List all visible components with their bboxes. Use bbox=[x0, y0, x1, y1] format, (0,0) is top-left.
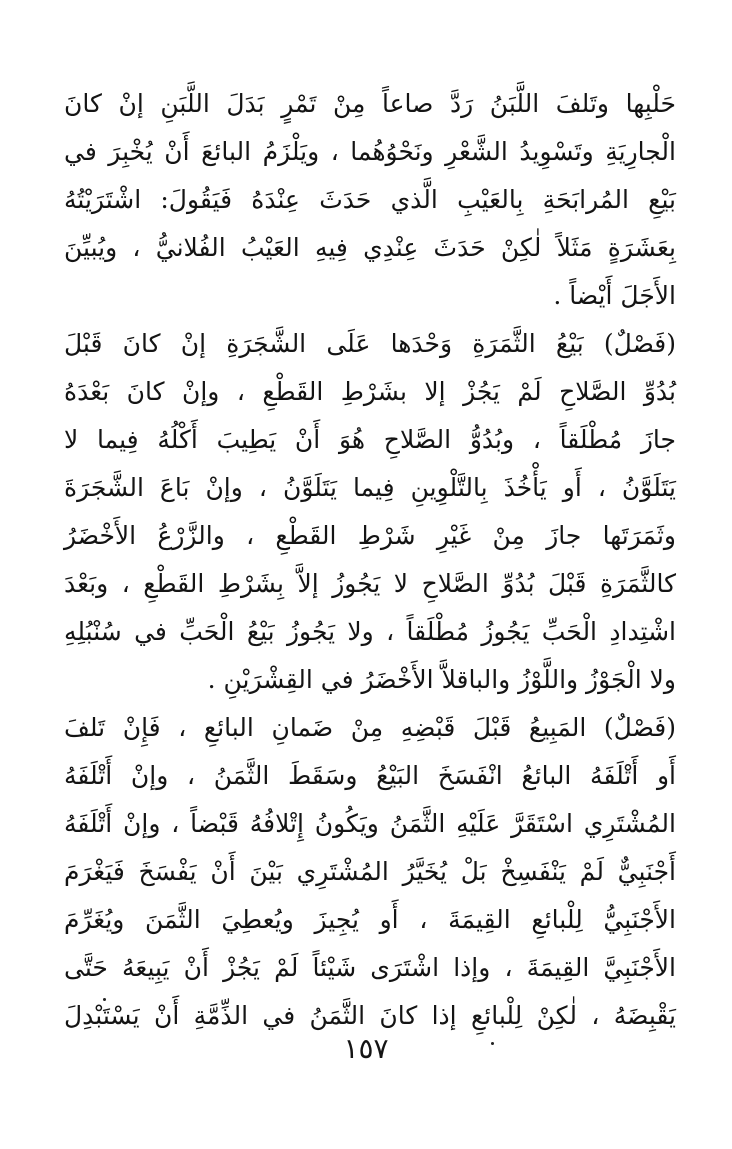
text-line: المُشْتَرِي اسْتَقَرَّ عَلَيْهِ الثَّمَنُ ويَكُونُ إِتْلافُهُ قَبْضاً ، وإنْ أَتْلَفَهُ bbox=[64, 809, 676, 838]
text-line: الأَجْنَبِيَّ القِيمَةَ ، وإذا اشْتَرَى شَيْئاً لَمْ يَجُزْ أَنْ يَبِيعَهُ حَتَّى bbox=[64, 953, 676, 982]
text-line: بِعَشَرَةٍ مَثَلاً لٰكِنْ حَدَثَ عِنْدِي فِيهِ العَيْبُ الفُلانيُّ ، ويُبيِّنَ bbox=[64, 233, 676, 262]
text-line: حَلْبِها وتَلفَ اللَّبَنُ رَدَّ صاعاً مِنْ تَمْرٍ بَدَلَ اللَّبَنِ إنْ كانَ bbox=[64, 89, 676, 118]
section-heading-line: (فَصْلٌ) بَيْعُ الثَّمَرَةِ وَحْدَها عَلَى الشَّجَرَةِ إنْ كانَ قَبْلَ bbox=[64, 329, 676, 358]
text-line: بَيْعِ المُرابَحَةِ بِالعَيْبِ الَّذي حَدَثَ عِنْدَهُ فَيَقُولَ: اشْتَرَيْتُهُ bbox=[64, 185, 676, 214]
text-line: يَقْبِضَهُ ، لٰكِنْ لِلْبائعِ إذا كانَ الثَّمَنُ في الذِّمَّةِ أَنْ يَسْتَبْدِلَ bbox=[64, 1001, 676, 1030]
text-line: الأَجْنَبِيُّ لِلْبائعِ القِيمَةَ ، أَو يُجِيزَ ويُعطِيَ الثَّمَنَ ويُغَرِّمَ bbox=[64, 905, 676, 934]
text-line: أَو أَتْلَفَهُ البائعُ انْفَسَخَ البَيْعُ وسَقَطَ الثَّمَنُ ، وإنْ أَتْلَفَهُ bbox=[64, 761, 676, 790]
text-line: كالثَّمَرَةِ قَبْلَ بُدُوِّ الصَّلاحِ لا يَجُوزُ إلاَّ بِشَرْطِ القَطْعِ ، وبَعْدَ bbox=[64, 569, 676, 598]
page-text bbox=[64, 80, 676, 1040]
margin-dot bbox=[103, 998, 106, 1001]
text-line: جازَ مُطْلَقاً ، وبُدُوُّ الصَّلاحِ هُوَ أَنْ يَطِيبَ أَكْلُهُ فِيما لا bbox=[64, 425, 676, 454]
text-line: وثَمَرَتَها جازَ مِنْ غَيْرِ شَرْطِ القَطْعِ ، والزَّرْعُ الأَخْضَرُ bbox=[64, 521, 676, 550]
text-line: اشْتِدادِ الْحَبِّ يَجُوزُ مُطْلَقاً ، ولا يَجُوزُ بَيْعُ الْحَبِّ في سُنْبُلِهِ bbox=[64, 617, 676, 646]
text-line: بُدُوِّ الصَّلاحِ لَمْ يَجُزْ إلا بشَرْطِ القَطْعِ ، وإنْ كانَ بَعْدَهُ bbox=[64, 377, 676, 406]
paragraph-end-line: الأَجَلَ أَيْضاً . bbox=[553, 281, 676, 310]
text-line: أَجْنَبِيٌّ لَمْ يَنْفَسِخْ بَلْ يُخَيَّرُ المُشْتَرِي بَيْنَ أَنْ يَفْسَخَ فَيَغْرَمَ bbox=[64, 857, 676, 886]
paragraph-end-line: ولا الْجَوْزُ واللَّوْزُ والباقلاَّ الأَخْضَرُ في القِشْرَيْنِ . bbox=[207, 665, 676, 694]
text-line: يَتَلَوَّنُ ، أَو يَأْخُذَ بِالتَّلْوِينِ فِيما يَتَلَوَّنُ ، وإنْ بَاعَ الشَّجَرَةَ bbox=[64, 473, 676, 502]
section-heading-line: (فَصْلٌ) المَبِيعُ قَبْلَ قَبْضِهِ مِنْ ضَمانِ البائعِ ، فَإِنْ تَلفَ bbox=[64, 713, 676, 742]
page-number: ١٥٧ bbox=[343, 1032, 389, 1065]
text-line: الْجارِيَةِ وتَسْوِيدُ الشَّعْرِ ونَحْوُهُما ، ويَلْزَمُ البائعَ أَنْ يُخْبِرَ في bbox=[64, 137, 676, 166]
